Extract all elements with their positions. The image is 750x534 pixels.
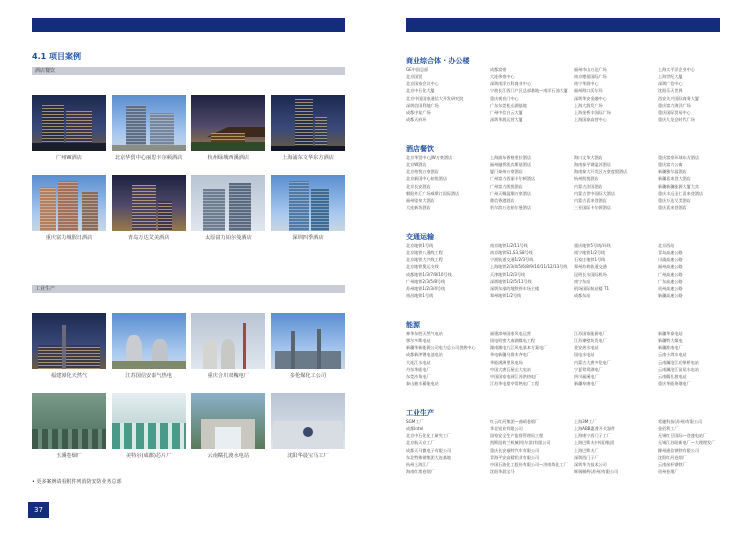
- project-item: 南宁华润中心: [574, 81, 599, 87]
- project-item: 北京国贸: [406, 74, 423, 80]
- photo-caption: 多伦煤化工公司: [289, 373, 327, 379]
- project-list: [406, 418, 720, 475]
- section-industry: [406, 409, 720, 475]
- project-item: 青海平安高精铝业有限公司: [490, 454, 540, 460]
- project-item: 重庆华能珞璜电厂: [658, 381, 691, 387]
- project-item: 江苏谏壁坊发电厂: [574, 338, 607, 344]
- project-item: 北京中国国家通信大开发研究院: [406, 95, 464, 101]
- project-item: 郑州苏荷轨道交通: [574, 264, 607, 270]
- project-item: 北京中石化大厦: [406, 88, 435, 94]
- hotel-photo: [32, 95, 106, 151]
- project-item: 贵州高速公路: [658, 285, 683, 291]
- project-item: 泰山抽水蓄能电站: [406, 381, 439, 387]
- project-item: 金安热水电站: [574, 345, 599, 351]
- project-item: 鄂尔多斯电站: [406, 338, 431, 344]
- project-item: 成都东站: [574, 293, 591, 299]
- project-list: [406, 66, 720, 123]
- project-item: 重庆富力公寓: [658, 162, 683, 168]
- project-list: [406, 154, 720, 211]
- project-item: 宁波轨道交通1/2/3号线: [490, 257, 534, 263]
- photo-card: [191, 313, 265, 379]
- hotel-photo: [32, 175, 106, 231]
- project-item: 华北铝业有限公司: [490, 426, 523, 432]
- project-item: 成都地铁1/3/7/8/10号线: [406, 271, 452, 277]
- project-item: 北京长安酒店: [406, 183, 431, 189]
- project-item: 北京中石化化工研究工厂: [406, 433, 452, 439]
- project-item: 辉瑞制药(苏州)有限公司: [574, 469, 619, 475]
- section-transport: [406, 233, 720, 299]
- industry-photo: [112, 313, 186, 369]
- project-item: 成都富豪: [490, 67, 507, 72]
- project-item: 北京西站: [658, 243, 675, 248]
- project-item: 深圳西门子厂: [574, 454, 599, 460]
- project-item: 青岛高速公路: [658, 250, 683, 256]
- photo-card: [32, 313, 106, 379]
- photo-caption: 玉溪卷烟厂: [56, 453, 82, 459]
- hotel-photo: [191, 175, 265, 231]
- project-item: 北京国家会议中心: [406, 81, 439, 87]
- left-page: [0, 0, 370, 534]
- photo-caption: 重庆富力城假日酒店: [45, 235, 93, 241]
- project-item: 贵州卷烟厂: [658, 469, 679, 475]
- category-bar-industry: [32, 285, 345, 293]
- project-item: 红云红河集团—曲靖卷烟厂: [490, 419, 540, 424]
- category-label: 酒店餐饮: [35, 68, 56, 74]
- photo-card: [191, 95, 265, 161]
- section-heading: 商业综合体 · 办公楼: [406, 57, 470, 65]
- photo-card: [191, 393, 265, 459]
- project-item: 神华东胜天然气电站: [406, 331, 443, 336]
- project-item: 朝阳外汇广场威斯汀国际酒店: [406, 190, 460, 196]
- photo-caption: 青岛万达艾美酒店: [127, 235, 170, 241]
- photo-caption: 重庆合川双槐电厂: [207, 373, 250, 379]
- photo-card: [191, 175, 265, 241]
- project-item: 三亚国际卡尔顿酒店: [574, 205, 611, 211]
- photo-row-industry-1: [32, 313, 345, 379]
- project-item: 希捷科技(苏州)有限公司: [658, 419, 703, 424]
- project-item: 内蒙古法国酒店: [574, 183, 603, 189]
- project-item: 广州富力凯悦酒店: [490, 183, 523, 189]
- section-heading: 交通运输: [406, 233, 434, 241]
- project-item: 福建漳州国家风电运营: [490, 331, 531, 336]
- project-item: 无锡红豆国际—登盛电站厂: [658, 433, 708, 439]
- project-item: 内蒙古世中国际大酒店: [574, 190, 615, 196]
- left-header-bar: [32, 18, 345, 32]
- project-item: 国电哈密大南湖煤电工程: [490, 338, 536, 344]
- project-item: 上海浦东香格里拉酒店: [490, 155, 531, 160]
- project-item: 北京华贸中心JW万豪酒店: [406, 155, 453, 160]
- project-item: 海南红塔卷烟厂: [406, 469, 435, 475]
- project-item: 重庆九龙仓时代广场: [658, 117, 695, 123]
- project-item: 东北特殊钢集团大连基地: [406, 454, 452, 460]
- project-item: 云南澜沧江苗尾水电站: [658, 366, 699, 372]
- section-heading: 能源: [406, 321, 420, 329]
- project-item: 宁夏鸳鸯湖电厂: [574, 366, 603, 372]
- project-item: 新疆阜康电厂: [574, 381, 599, 387]
- project-item: 大连伟豪中心: [490, 74, 515, 80]
- project-item: 中国石油化工股份有限公司—济南炼化工厂: [490, 461, 568, 467]
- photo-card: [271, 175, 345, 241]
- project-item: 新疆雅尔温酒店: [658, 169, 687, 175]
- project-item: 南宁地铁1/2号线: [574, 250, 606, 256]
- project-item: 云南澜沧江功果桥电站: [658, 359, 699, 365]
- project-item: 无锡江苏阳新电厂—大理理发厂: [658, 440, 716, 446]
- project-item: 成都天马微电子有限公司: [406, 447, 452, 453]
- project-item: 昆明长水国际机场: [574, 271, 607, 277]
- photo-caption: 福建漳化天然气: [50, 373, 88, 379]
- project-item: 云南小湾水电站: [658, 352, 687, 358]
- project-item: 上海康宁西门子工厂: [574, 433, 611, 439]
- hotel-photo: [271, 95, 345, 151]
- project-item: 上海大润发广场: [574, 102, 603, 108]
- project-item: 金佰利工厂: [658, 426, 679, 432]
- project-item: 上海金桥丰国际广场: [574, 109, 611, 115]
- category-label: 工业生产: [35, 286, 56, 292]
- project-item: 海口文华大酒店: [574, 155, 603, 160]
- project-item: 南京地铁1/2/11号线: [490, 243, 528, 248]
- project-item: 海南泰大开发区万豪度假酒店: [574, 169, 628, 175]
- project-list: [406, 330, 720, 387]
- project-item: 上海ABB惠普开关器件: [574, 426, 616, 432]
- project-item: 上海巴斯夫厂: [574, 447, 599, 453]
- photo-card: [271, 95, 345, 161]
- project-item: 广东东莞松山湖基地: [490, 102, 527, 108]
- photo-card: [32, 95, 106, 161]
- project-item: 沈阳华晨宝马: [490, 469, 515, 475]
- project-item: 上海太平洋企业中心: [658, 67, 695, 72]
- project-item: 广州天赐温顺万豪酒店: [490, 190, 531, 196]
- photo-row-hotel-1: [32, 95, 345, 161]
- page-number: 37: [28, 502, 49, 518]
- project-item: 新疆华泰电站: [658, 331, 683, 336]
- industry-photo: [32, 313, 106, 369]
- project-item: 大连江水电站: [406, 359, 431, 365]
- project-item: 云南糯扎渡电站: [658, 373, 687, 379]
- project-item: 西安关兴国际商务大厦: [658, 95, 699, 101]
- project-item: 凯斯纽荷兰机械(哈尔滨)有限公司: [490, 440, 551, 446]
- project-item: 深圳东部的地铁停车场主楼: [490, 285, 540, 291]
- project-item: 新疆高速公路: [658, 293, 683, 299]
- photo-caption: 云南糯扎渡水电站: [207, 453, 250, 459]
- project-item: 上海3M工厂: [574, 419, 597, 424]
- hotel-photo: [271, 175, 345, 231]
- project-item: SGM工厂: [406, 419, 424, 424]
- project-item: 湖南湘电九江风电基本方案电厂: [490, 345, 548, 351]
- photo-card: [32, 393, 106, 459]
- project-item: 南昌地铁1号线: [406, 293, 434, 299]
- project-item: 沈阳红河卷烟厂: [658, 454, 687, 460]
- project-item: 上海世纪大厦: [658, 74, 683, 80]
- project-item: 广州中信白云大厦: [490, 109, 523, 115]
- photo-row-industry-2: [32, 393, 345, 459]
- project-item: 华电新疆乌鲁木齐电厂: [490, 352, 531, 358]
- photo-caption: 美特尔(成都)芯片厂: [125, 453, 172, 459]
- project-item: 国家安全生产监督管理局工程: [490, 433, 544, 439]
- project-item: 上海巴斯夫(中国)集团: [574, 440, 615, 446]
- project-item: 福州市山万达广场: [574, 67, 607, 72]
- section-energy: [406, 321, 720, 387]
- project-item: 中国大唐瓦屋山大电站: [490, 366, 531, 372]
- project-item: 杭州凯悦酒店: [574, 176, 599, 182]
- project-item: 北京W酒店: [406, 162, 427, 168]
- project-item: 福州高速公路: [658, 264, 683, 270]
- photo-caption: 深圳四季酒店: [292, 235, 324, 241]
- project-item: 江苏华电望亭常熟电厂工程: [490, 381, 540, 387]
- project-item: 北京地铁八通线工程: [406, 250, 443, 256]
- project-item: 重庆丰远圣仁喜来登酒店: [658, 190, 704, 196]
- footnote: • 更多案例请看附件列消防安防业务总部: [32, 479, 122, 485]
- project-item: 重庆地铁5号线/环线: [574, 243, 611, 248]
- right-page: [380, 0, 750, 534]
- project-item: 重庆富力海洋广场: [658, 102, 691, 108]
- project-item: 海南泰平钢盈苏酒店: [574, 162, 611, 168]
- project-item: 福州海口沃尔玛: [574, 88, 603, 94]
- project-item: 郑州地铁1/2号线: [490, 293, 522, 299]
- project-item: 柳州通信钢铁有限公司: [658, 447, 699, 453]
- project-item: 北京地铁大兴线工程: [406, 257, 443, 263]
- project-item: 上海地铁2/3/4/5/6/8/9/10/11/12/13号线: [490, 264, 568, 270]
- project-item: 重庆长安福特汽车有限公司: [490, 447, 540, 453]
- project-item: 鼎信香港酒店: [490, 197, 515, 203]
- project-item: 深圳华润运营大厦: [490, 117, 523, 123]
- project-item: 华能满洲里风电场: [490, 359, 523, 365]
- project-item: 新疆准南电厂: [658, 345, 683, 351]
- photo-card: [271, 393, 345, 459]
- project-item: 上海国泰高营中心: [574, 117, 607, 123]
- project-item: 南宁东站: [574, 278, 591, 284]
- photo-card: [112, 313, 186, 379]
- project-item: 重庆国际贸易中心: [658, 109, 691, 115]
- project-item: 沈阳乐天世界: [658, 88, 683, 94]
- project-item: 新疆华新能源公司电力总公司供热中心: [406, 345, 476, 351]
- photo-card: [32, 175, 106, 241]
- project-item: 深圳地铁1/2/5/11号线: [490, 278, 532, 284]
- project-item: 云南丝杆钢铁厂: [658, 461, 687, 467]
- project-item: 苏州地铁1/2/3/4号线: [406, 285, 446, 291]
- project-item: 厦门泰州万豪酒店: [490, 169, 523, 175]
- project-item: 内蒙古大唐多伦电厂: [574, 359, 611, 365]
- section-title: 4.1 项目案例: [32, 52, 81, 61]
- photo-card: [112, 95, 186, 161]
- project-item: 重庆万达艾美酒店: [658, 197, 691, 203]
- project-item: 北京地铁1号线: [406, 243, 434, 248]
- project-item: 内蒙古喜来登酒店: [574, 197, 607, 203]
- project-list: [406, 242, 720, 299]
- project-item: 机场国际航站楼 T1: [574, 285, 610, 291]
- project-item: 深圳华安金融中心: [574, 95, 607, 101]
- project-item: 成都天府环: [406, 117, 427, 123]
- photo-card: [112, 393, 186, 459]
- project-item: 成都Intel: [406, 426, 424, 432]
- photo-caption: 沈阳华晨宝马工厂: [287, 453, 329, 459]
- industry-photo: [271, 393, 345, 449]
- project-item: 深圳南洋万科商业中心: [490, 81, 531, 87]
- industry-photo: [191, 393, 265, 449]
- project-item: 江苏国家能源电厂: [574, 331, 607, 336]
- project-item: 中国国家电网江苏供热电厂: [490, 373, 540, 379]
- hotel-photo: [112, 175, 186, 231]
- photo-card: [112, 175, 186, 241]
- section-heading: 酒店餐饮: [406, 145, 434, 153]
- photo-row-hotel-2: [32, 175, 345, 241]
- project-item: 南京德基国际广场: [574, 74, 607, 80]
- project-item: 广州地铁2/3/5/8号线: [406, 278, 446, 284]
- industry-photo: [112, 393, 186, 449]
- section-heading: 工业生产: [406, 409, 434, 417]
- project-item: 宁波长江西门户区总部基地—南洋石油大厦: [490, 88, 568, 94]
- photo-caption: 北京华贸中心丽思卡尔顿酒店: [114, 155, 183, 161]
- project-item: 广州富力西丽卡尔顿酒店: [490, 176, 536, 182]
- project-item: 北京地铁奥运支线: [406, 264, 439, 270]
- photo-caption: 上海浦东文华东方酒店: [282, 155, 334, 161]
- project-item: 重庆喜来登酒店: [658, 205, 687, 211]
- project-item: 东莞沙角电厂: [406, 373, 431, 379]
- project-item: GE中国总部: [406, 67, 429, 72]
- project-item: 国电水电站: [574, 352, 595, 358]
- project-item: 川渝高速公路: [658, 257, 683, 263]
- project-item: 深圳广信中心: [658, 81, 683, 87]
- project-item: 深圳信国利地广场: [406, 102, 439, 108]
- section-hotel: [406, 145, 720, 211]
- right-header-bar: [406, 18, 720, 32]
- project-item: 哈尔滨万达铂尔曼酒店: [490, 205, 531, 211]
- project-item: 广州高速公路: [658, 271, 683, 277]
- project-item: 大连新坊酒店: [406, 205, 431, 211]
- project-item: 四川福溪电厂: [574, 373, 599, 379]
- project-item: 深圳华为技术公司: [574, 461, 607, 467]
- project-item: 北京柏悦万豪酒店: [406, 169, 439, 175]
- project-item: 重庆富豪环球东方酒店: [658, 155, 699, 160]
- industry-photo: [191, 313, 265, 369]
- photo-caption: 广州W酒店: [56, 155, 82, 161]
- project-item: 成都中复广场: [406, 109, 431, 115]
- category-bar-hotel: [32, 67, 345, 75]
- project-item: 石家庄地铁1号线: [574, 257, 606, 263]
- project-item: 新疆特大煤电: [658, 338, 683, 344]
- project-item: 杭州上海江厂: [406, 461, 431, 467]
- photo-card: [271, 313, 345, 379]
- photo-caption: 杭州绿城西溪酒店: [207, 155, 250, 161]
- project-item: 新疆喜来登大酒店: [658, 176, 691, 182]
- project-item: 南京地铁S1,S3,S8号线: [490, 250, 533, 256]
- project-item: 北京航天京工厂: [406, 440, 435, 446]
- project-item: 天津地铁1/2/3号线: [490, 271, 526, 277]
- project-item: 广东高速公路: [658, 278, 683, 284]
- project-item: 福州望泉大酒店: [406, 197, 435, 203]
- industry-photo: [32, 393, 106, 449]
- project-item: 北京新国中心铂悦酒店: [406, 176, 447, 182]
- photo-caption: 太原富力铂尔曼酒店: [204, 235, 252, 241]
- section-commercial: [406, 57, 720, 123]
- hotel-photo: [112, 95, 186, 151]
- project-item: 成都新津锂电池电站: [406, 352, 443, 358]
- project-item: 重庆观音门中心: [490, 95, 519, 101]
- industry-photo: [271, 313, 345, 369]
- hotel-photo: [191, 95, 265, 151]
- project-item: 新疆新疆能源大厦大宾: [658, 183, 699, 189]
- photo-caption: 江苏国信安泰气热电: [125, 373, 172, 379]
- project-item: 福州融侨凯宾斯基酒店: [490, 162, 531, 168]
- project-item: 丹东华能电厂: [406, 366, 431, 372]
